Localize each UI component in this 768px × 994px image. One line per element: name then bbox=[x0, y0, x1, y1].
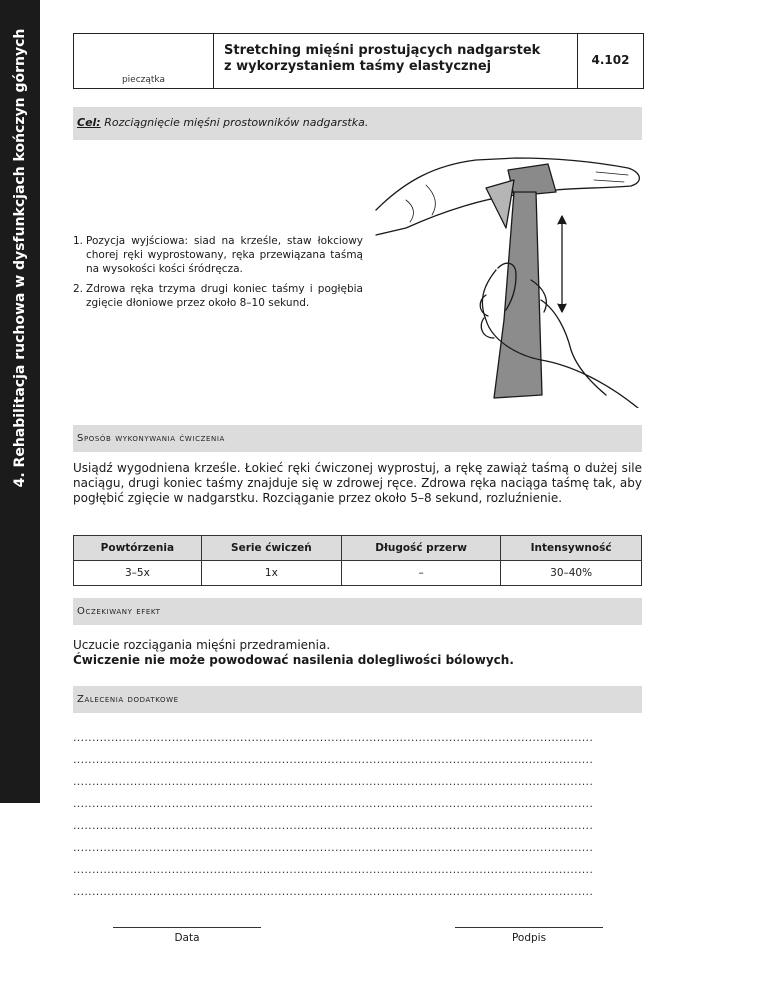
effect-warning: Ćwiczenie nie może powodować nasilenia dolegliwości bólowych. bbox=[73, 653, 514, 667]
table-row bbox=[74, 561, 642, 586]
effect-description bbox=[73, 638, 642, 668]
header-box bbox=[73, 33, 644, 89]
effect-line-1: Uczucie rozciągania mięśni przedramienia. bbox=[73, 638, 331, 652]
goal-box bbox=[73, 107, 642, 140]
header-series: Serie ćwiczeń bbox=[201, 536, 341, 561]
title-line-2: z wykorzystaniem taśmy elastycznej bbox=[224, 59, 492, 74]
notes-line[interactable]: ......................................................................................................................................... bbox=[73, 841, 594, 854]
exercise-number: 4.102 bbox=[591, 53, 630, 67]
effect-section-title: Oczekiwany efekt bbox=[77, 606, 161, 617]
notes-line[interactable]: ......................................................................................................................................... bbox=[73, 863, 594, 876]
date-line[interactable] bbox=[113, 927, 261, 928]
stamp-label: pieczątka bbox=[121, 75, 166, 85]
step-item bbox=[73, 234, 363, 276]
notes-line[interactable]: ......................................................................................................................................... bbox=[73, 731, 594, 744]
chapter-title: 4. Rehabilitacja ruchowa w dysfunkcjach kończyn górnych bbox=[12, 28, 28, 488]
sidebar bbox=[0, 0, 40, 803]
recommendations-section-header bbox=[73, 686, 642, 713]
goal-label: Cel: bbox=[77, 116, 101, 129]
method-description: Usiądź wygodniena krześle. Łokieć ręki ćwiczonej wyprostuj, a rękę zawiąż taśmą o dużej sile naciągu, drugi koniec taśmy znajduje się w zdrowej ręce. Zdrowa ręka naciąga taśmę tak, aby pogłębić zgięcie w nadgarstku. Rozciąganie przez około 5–8 sekund, rozluźnienie. bbox=[73, 461, 642, 505]
notes-line[interactable]: ......................................................................................................................................... bbox=[73, 775, 594, 788]
step-item bbox=[73, 282, 363, 310]
header-repetitions: Powtórzenia bbox=[74, 536, 202, 561]
recommendations-section-title: Zalecenia dodatkowe bbox=[77, 694, 179, 705]
step-text: Pozycja wyjściowa: siad na krześle, staw łokciowy chorej ręki wyprostowany, ręka przewiązana taśmą na wysokości kości śródręcza. bbox=[86, 235, 363, 275]
steps-list bbox=[73, 234, 363, 316]
header-intensity: Intensywność bbox=[501, 536, 642, 561]
header-break-length: Długość przerw bbox=[342, 536, 501, 561]
effect-section-header bbox=[73, 598, 642, 625]
notes-line[interactable]: ......................................................................................................................................... bbox=[73, 797, 594, 810]
step-number: 1. bbox=[73, 235, 84, 247]
goal-text bbox=[77, 116, 368, 129]
title-line-1: Stretching mięśni prostujących nadgarstek bbox=[224, 43, 541, 58]
method-section-title: Sposób wykonywania ćwiczenia bbox=[77, 433, 225, 444]
exercise-illustration bbox=[366, 150, 648, 408]
table-header-row bbox=[74, 536, 642, 561]
signature-label: Podpis bbox=[511, 932, 547, 944]
notes-line[interactable]: ......................................................................................................................................... bbox=[73, 753, 594, 766]
value-intensity: 30–40% bbox=[501, 561, 642, 586]
stamp-cell bbox=[74, 34, 214, 88]
signature-line[interactable] bbox=[455, 927, 603, 928]
value-break-length: – bbox=[342, 561, 501, 586]
goal-description: Rozciągnięcie mięśni prostowników nadgarstka. bbox=[104, 116, 369, 129]
date-label: Data bbox=[174, 932, 200, 944]
step-text: Zdrowa ręka trzyma drugi koniec taśmy i pogłębia zgięcie dłoniowe przez około 8–10 sekund. bbox=[86, 283, 363, 309]
exercise-title bbox=[224, 43, 540, 75]
value-series: 1x bbox=[201, 561, 341, 586]
notes-line[interactable]: ......................................................................................................................................... bbox=[73, 819, 594, 832]
method-section-header bbox=[73, 425, 642, 452]
value-repetitions: 3–5x bbox=[74, 561, 202, 586]
step-number: 2. bbox=[73, 283, 84, 295]
notes-line[interactable]: ......................................................................................................................................... bbox=[73, 885, 594, 898]
parameters-table bbox=[73, 535, 642, 586]
number-cell bbox=[577, 34, 643, 88]
